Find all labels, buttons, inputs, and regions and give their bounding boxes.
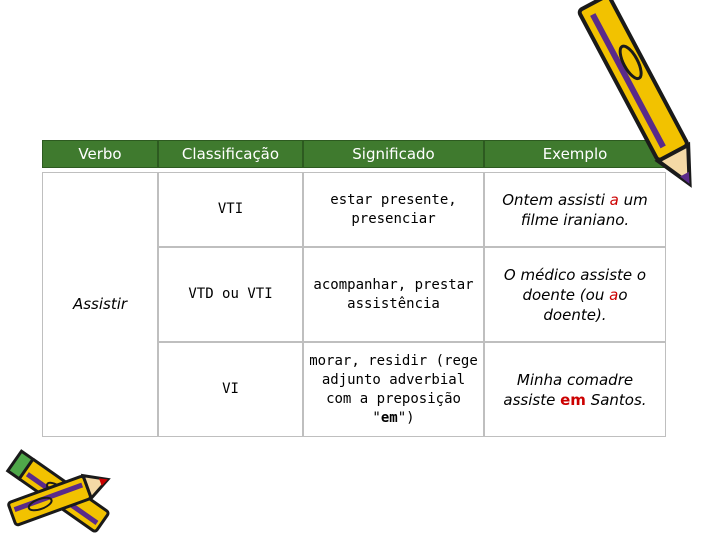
example-1-before: Ontem assisti xyxy=(502,190,610,209)
example-3-highlight: em xyxy=(560,390,586,409)
header-exemplo: Exemplo xyxy=(484,140,666,168)
example-2-after: o doente). xyxy=(543,285,628,324)
header-classificacao: Classificação xyxy=(158,140,303,168)
header-significado: Significado xyxy=(303,140,484,168)
example-2-before: O médico assiste o doente (ou xyxy=(503,265,647,304)
verb-cell xyxy=(42,172,158,437)
table-row-1-meaning: estar presente, presenciar xyxy=(303,172,484,247)
example-3-after: Santos. xyxy=(585,390,647,409)
example-3-before: Minha comadre assiste xyxy=(503,370,634,409)
pencil-icon xyxy=(0,460,120,540)
table-row-3-classification: VI xyxy=(158,342,303,437)
table-row-2-meaning: acompanhar, prestar assistência xyxy=(303,247,484,342)
table-row-3-example xyxy=(484,342,666,437)
meaning-3-before: morar, residir (rege adjunto adverbial com a preposição " xyxy=(309,352,478,426)
header-verbo: Verbo xyxy=(42,140,158,168)
example-1-highlight: a xyxy=(609,190,619,209)
table-row-1-classification: VTI xyxy=(158,172,303,247)
verb-text: Assistir xyxy=(72,295,128,313)
example-2-highlight: a xyxy=(609,285,619,304)
meaning-3-bold: em xyxy=(380,409,398,426)
pencil-icon xyxy=(570,0,720,200)
table-row-3-meaning xyxy=(303,342,484,437)
meaning-3-after: ") xyxy=(397,409,415,426)
example-1-after: um filme iraniano. xyxy=(520,190,648,229)
table-row-2-classification: VTD ou VTI xyxy=(158,247,303,342)
table-row-2-example xyxy=(484,247,666,342)
